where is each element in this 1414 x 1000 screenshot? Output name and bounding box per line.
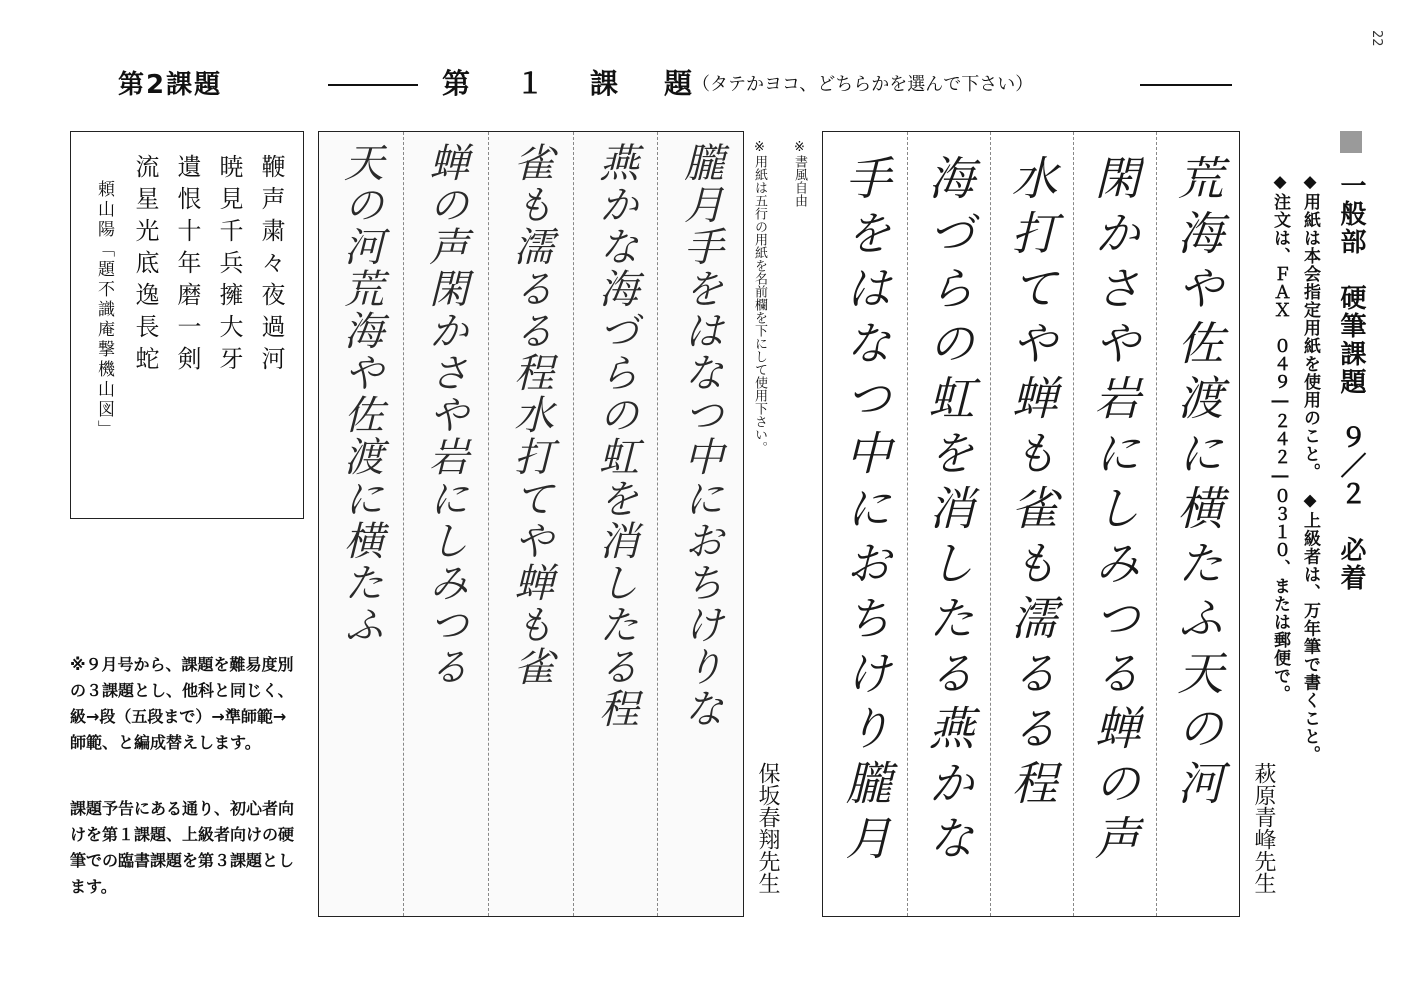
column-divider [573,132,574,916]
column-divider [907,132,908,916]
header-rule-right [1140,84,1232,86]
notice-difficulty: ※９月号から、課題を難易度別の３課題とし、他科と同じく、級→段（五段まで）→準師範→師範、と編成替えします。 [70,655,294,752]
model-line: 閑かさや岩にしみつる蝉の声 [1087,154,1142,869]
poem-line: 流星光底逸長蛇 [131,154,159,378]
column-divider [1156,132,1157,916]
model-line: 雀も濡るる程水打てや蝉も雀 [507,142,554,688]
rule-order: ◆注文は、ＦＡＸ ０４９―２４２―０３１０、または郵便で。 [1270,172,1290,703]
column-divider [488,132,489,916]
task1-title: 第１課題 [442,67,739,100]
model-line: 水打てや蝉も雀も濡るる程 [1004,154,1059,814]
section-marker [1340,131,1362,153]
model-vertical-box [822,131,1240,917]
style-free-note: ※書風自由 [792,140,807,207]
notice-tasks: 課題予告にある通り、初心者向けを第１課題、上級者向けの硬筆での臨書課題を第３課題とします。 [70,799,295,896]
model-line: 手をはなつ中におちけり朧月 [838,154,893,869]
model-line: 朧月手をはなつ中におちけりな [677,142,724,730]
task1-note: （タテかヨコ、どちらかを選んで下さい） [692,74,1034,95]
model-line: 蝉の声閑かさや岩にしみつる [422,142,469,688]
model1-author: 萩原青峰先生 [1251,762,1276,894]
column-divider [1073,132,1074,916]
model-line: 天の河荒海や佐渡に横たふ [337,142,384,646]
task2-title: 第2課題 [118,70,223,100]
column-divider [403,132,404,916]
rule-paper: ◆用紙は本会指定用紙を使用のこと。 ◆上級者は、万年筆で書くこと。 [1300,172,1320,764]
poem-credit: 頼山陽「題不識庵撃機山図」 [94,180,114,440]
model2-author: 保坂春翔先生 [755,762,780,894]
section-title: 一般部 硬筆課題 ９／２ 必着 [1336,172,1366,592]
model-line: 荒海や佐渡に横たふ天の河 [1170,154,1225,814]
column-divider [990,132,991,916]
task2-box [70,131,304,519]
model-horizontal-box [318,131,744,917]
poem-line: 遺恨十年磨一剣 [173,154,201,378]
page-number: 22 [1369,30,1384,47]
paper-usage-note: ※用紙は五行の用紙を名前欄を下にして使用下さい。 [752,140,767,454]
header-rule-left [328,84,418,86]
poem-line: 暁見千兵擁大牙 [215,154,243,378]
model-line: 海づらの虹を消したる燕かな [921,154,976,869]
model-line: 燕かな海づらの虹を消したる程 [592,142,639,730]
poem-line: 鞭声粛々夜過河 [257,154,285,378]
